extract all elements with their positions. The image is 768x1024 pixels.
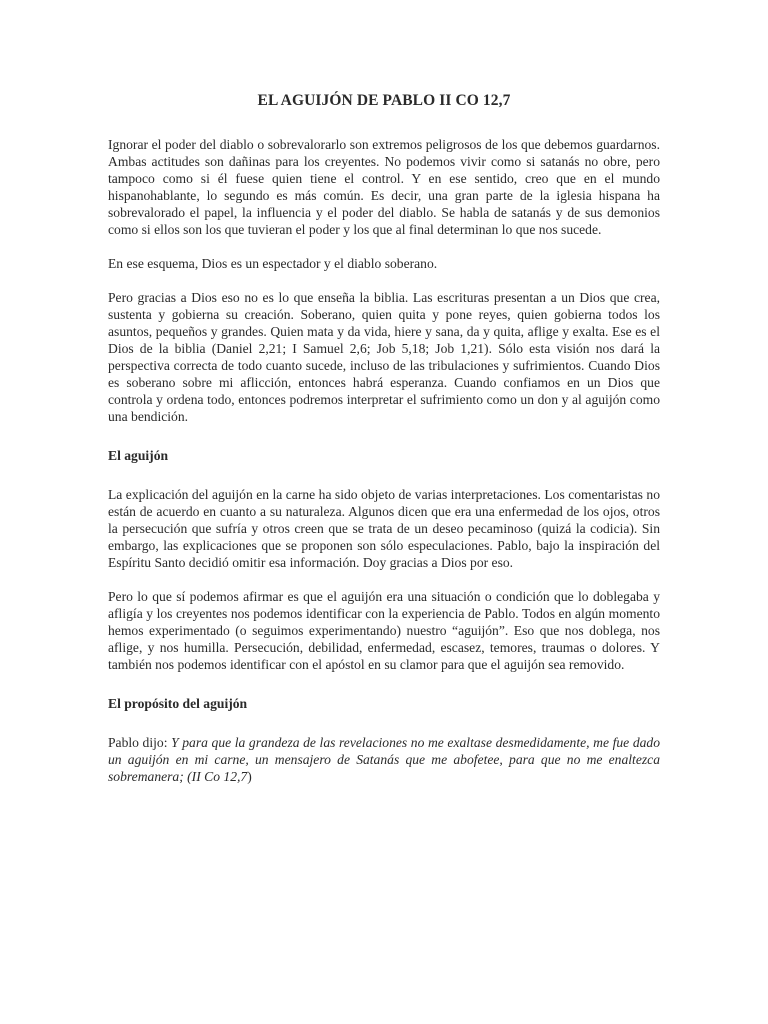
quote-text: Y para que la grandeza de las revelaciones no me exaltase desmedidamente, me fue dado un aguijón en mi carne, un mensajero de Satanás que me abofetee, para que no me enaltezca sobremanera; (II Co 12,7: [108, 735, 661, 784]
quote-tail: ): [247, 769, 252, 784]
quote-lead: Pablo dijo:: [108, 735, 172, 750]
section-heading-purpose: El propósito del aguijón: [108, 696, 248, 711]
document-title: EL AGUIJÓN DE PABLO II CO 12,7: [257, 92, 511, 109]
paragraph-quote: [108, 734, 660, 785]
paragraph-identification: Pero lo que sí podemos afirmar es que el aguijón era una situación o condición que lo doblegaba y afligía y los creyentes nos podemos identificar con la experiencia de Pablo. Todos en algún momento hemos experimentado (o seguimos experimentando) nuestro “aguijón”. Eso que nos doblega, nos aflige, y nos humilla. Persecución, debilidad, enfermedad, escasez, temores, traumas o dolores. Y también nos podemos identificar con el apóstol en su clamor para que el aguijón sea removido.: [108, 589, 660, 672]
paragraph-intro: Ignorar el poder del diablo o sobrevalorarlo son extremos peligrosos de los que debemos guardarnos. Ambas actitudes son dañinas para los creyentes. No podemos vivir como si satanás no obre, pero tampoco como si él fuese quien tiene el control. Y en ese sentido, creo que en el mundo hispanohablante, lo segundo es más común. Es decir, una gran parte de la iglesia hispana ha sobrevalorado el papel, la influencia y el poder del diablo. Se habla de satanás y de sus demonios como si ellos son los que tuvieran el poder y los que al final determinan lo que nos sucede.: [108, 137, 660, 237]
section-heading-aguijon: El aguijón: [108, 448, 169, 463]
paragraph-sovereignty: Pero gracias a Dios eso no es lo que enseña la biblia. Las escrituras presentan a un Dios que crea, sustenta y gobierna su creación. Soberano, quien quita y pone reyes, quien gobierna todos los asuntos, pequeños y grandes. Quien mata y da vida, hiere y sana, da y quita, aflige y exalta. Ese es el Dios de la biblia (Daniel 2,21; I Samuel 2,6; Job 5,18; Job 1,21). Sólo esta visión nos dará la perspectiva correcta de todo cuanto sucede, incluso de las tribulaciones y sufrimientos. Cuando Dios es soberano sobre mi aflicción, entonces habrá esperanza. Cuando confiamos en un Dios que controla y ordena todo, entonces podremos interpretar el sufrimiento como un don y al aguijón como una bendición.: [108, 290, 660, 424]
paragraph-scheme: En ese esquema, Dios es un espectador y el diablo soberano.: [108, 256, 438, 271]
paragraph-interpretations: La explicación del aguijón en la carne ha sido objeto de varias interpretaciones. Los comentaristas no están de acuerdo en cuanto a su naturaleza. Algunos dicen que era una enfermedad de los ojos, otros la persecución que sufría y otros creen que se trata de un deseo pecaminoso (quizá la codicia). Sin embargo, las explicaciones que se proponen son sólo especulaciones. Pablo, bajo la inspiración del Espíritu Santo decidió omitir esa información. Doy gracias a Dios por eso.: [108, 487, 660, 570]
